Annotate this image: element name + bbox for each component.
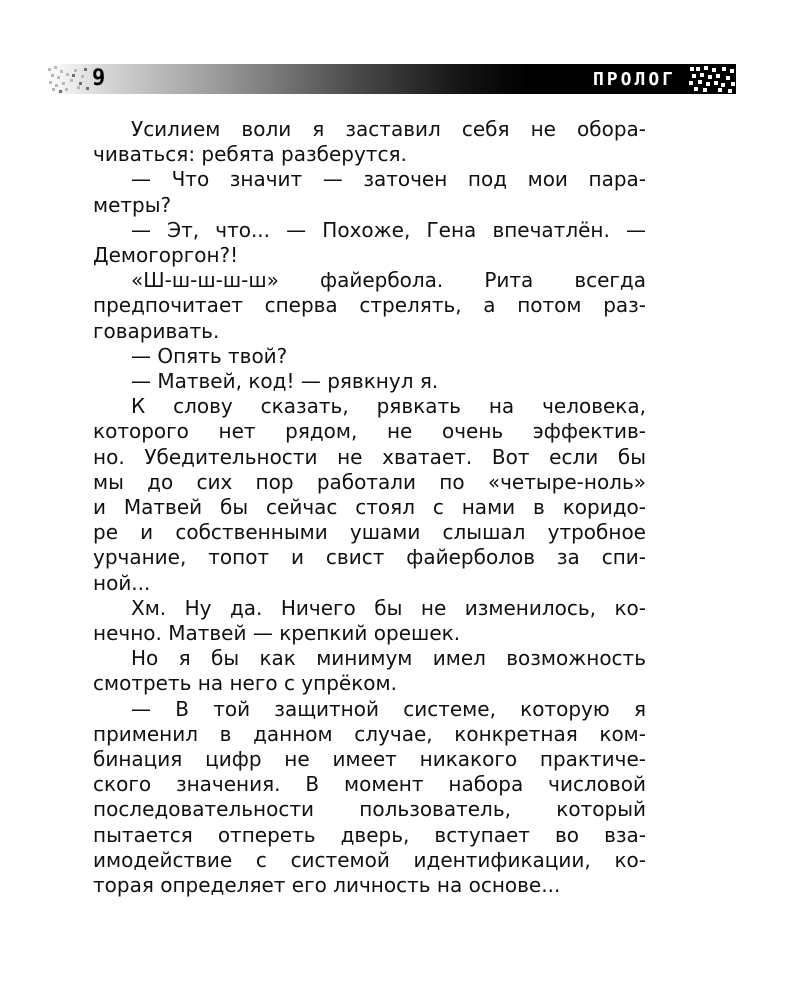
text-line: торая определяет его личность на основе... xyxy=(93,873,561,898)
paragraph xyxy=(93,646,646,696)
paragraph xyxy=(93,167,646,217)
paragraph xyxy=(93,697,646,899)
text-line: которого нет рядом, не очень эффектив- xyxy=(93,419,646,444)
text-line: имодействие с системой идентификации, ко- xyxy=(93,847,646,872)
text-line: ре и собственными ушами слышал утробное xyxy=(93,520,646,545)
paragraph xyxy=(93,117,646,167)
text-line: бинация цифр не имеет никакого практиче- xyxy=(93,747,646,772)
text-line: пытается отпереть дверь, вступает во вза- xyxy=(93,822,646,847)
text-line: и Матвей бы сейчас стоял с нами в коридо- xyxy=(93,495,646,520)
left-pixel-decoration xyxy=(46,64,92,94)
text-line: мы до сих пор работали по «четыре-ноль» xyxy=(93,469,646,494)
text-line: урчание, топот и свист файерболов за спи- xyxy=(93,545,646,570)
paragraph xyxy=(93,394,646,596)
text-body xyxy=(93,117,646,898)
paragraph xyxy=(93,596,646,646)
text-line: — Что значит — заточен под мои пара- xyxy=(131,167,646,192)
paragraph xyxy=(93,344,646,369)
paragraph xyxy=(93,268,646,344)
text-line: Усилием воли я заставил себя не обора- xyxy=(131,117,646,141)
text-line: нечно. Матвей — крепкий орешек. xyxy=(93,621,461,646)
page-number: 9 xyxy=(92,66,107,91)
text-line: — В той защитной системе, которую я xyxy=(131,696,646,721)
paragraph xyxy=(93,218,646,268)
text-line: метры? xyxy=(93,192,172,217)
text-line: предпочитает сперва стрелять, а потом раз- xyxy=(93,293,646,318)
text-line: — Эт, что... — Похоже, Гена впечатлён. — xyxy=(131,217,646,242)
text-line: чиваться: ребята разберутся. xyxy=(93,142,407,167)
text-line: последовательности пользователь, который xyxy=(93,797,646,822)
text-line: Но я бы как минимум имел возможность xyxy=(131,646,646,671)
text-line: ского значения. В момент набора числовой xyxy=(93,772,646,797)
text-line: — Матвей, код! — рявкнул я. xyxy=(131,369,439,394)
text-line: «Ш-ш-ш-ш-ш» файербола. Рита всегда xyxy=(131,268,646,293)
text-line: говаривать. xyxy=(93,318,220,343)
text-line: Хм. Ну да. Ничего бы не изменилось, ко- xyxy=(131,595,646,620)
chapter-title: ПРОЛОГ xyxy=(592,69,676,90)
text-line: применил в данном случае, конкретная ком- xyxy=(93,721,646,746)
text-line: ной... xyxy=(93,570,151,595)
text-line: — Опять твой? xyxy=(131,343,288,368)
text-line: но. Убедительности не хватает. Вот если бы xyxy=(93,444,646,469)
text-line: Демогоргон?! xyxy=(93,243,239,268)
text-line: К слову сказать, рявкать на человека, xyxy=(131,394,646,419)
text-line: смотреть на него с упрёком. xyxy=(93,671,397,696)
running-header xyxy=(46,64,736,94)
paragraph xyxy=(93,369,646,394)
right-pixel-decoration xyxy=(686,64,736,94)
